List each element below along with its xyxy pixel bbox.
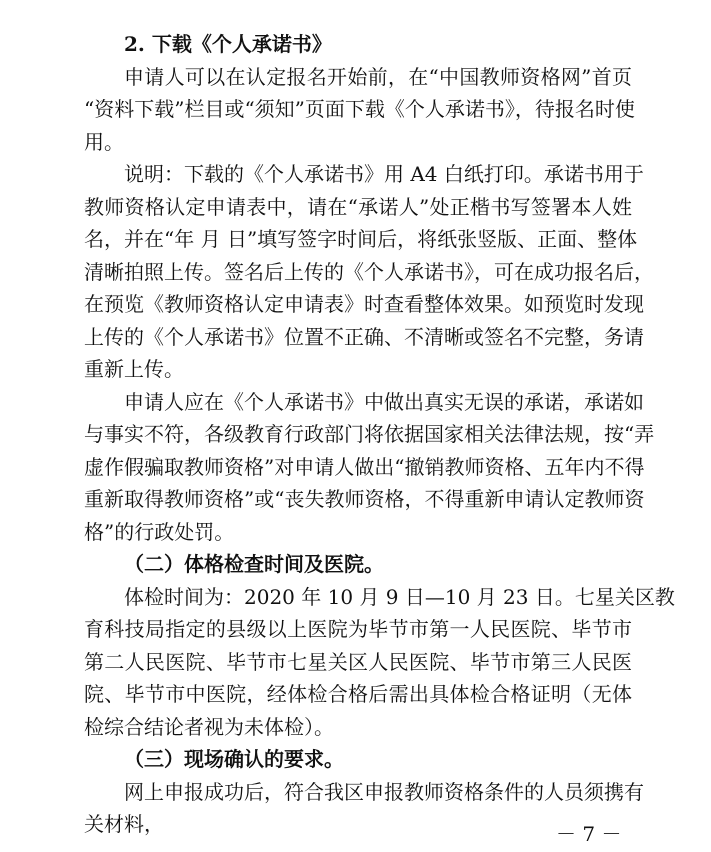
text-line: 清晰拍照上传。签名后上传的《个人承诺书》，可在成功报名后， [84,259,654,284]
section-heading-onsite-confirmation: （三）现场确认的要求。 [124,747,344,771]
paragraph-onsite-confirmation [84,776,644,841]
text-line: 名，并在“年 月 日”填写签字时间后，将纸张竖版、正面、整体 [84,227,638,251]
paragraph-download-note [84,158,654,386]
text-line: 重新上传。 [84,357,184,381]
text-line: 教师资格认定申请表中，请在“承诺人”处正楷书写签署本人姓 [84,194,632,219]
paragraph-download-intro [84,61,635,159]
text-line: 检综合结论者视为未体检）。 [84,714,334,739]
text-line: 第二人民医院、毕节市七星关区人民医院、毕节市第三人民医 [84,649,632,674]
text-line: 用。 [84,129,124,154]
text-line: 重新取得教师资格”或“丧失教师资格，不得重新申请认定教师资 [84,487,645,511]
document-body [84,28,675,841]
text-line: 申请人可以在认定报名开始前，在“中国教师资格网”首页 [124,64,632,89]
paragraph-commitment [84,386,655,549]
text-line: 虚作假骗取教师资格”对申请人做出“撤销教师资格、五年内不得 [84,454,645,479]
section-heading-physical-exam: （二）体格检查时间及医院。 [124,552,384,576]
text-line: “资料下载”栏目或“须知”页面下载《个人承诺书》，待报名时使 [84,97,635,121]
page-number: － 7 － [556,822,622,846]
text-line: 网上申报成功后，符合我区申报教师资格条件的人员须携有 [124,779,644,804]
text-line: 关材料， [84,812,164,836]
text-line: 上传的《个人承诺书》位置不正确、不清晰或签名不完整，务请 [84,324,644,349]
text-line: 申请人应在《个人承诺书》中做出真实无误的承诺，承诺如 [124,389,644,414]
paragraph-physical-exam [84,581,675,744]
text-line: 格”的行政处罚。 [84,519,235,544]
text-line: 育科技局指定的县级以上医院为毕节市第一人民医院、毕节市 [84,617,632,641]
text-line: 体检时间为：2020 年 10 月 9 日—10 月 23 日。七星关区教 [124,584,675,609]
text-line: 与事实不符，各级教育行政部门将依据国家相关法律法规，按“弄 [84,422,655,446]
text-line: 说明：下载的《个人承诺书》用 A4 白纸打印。承诺书用于 [124,162,644,186]
section-heading-download: 2. 下载《个人承诺书》 [124,32,332,56]
text-line: 院、毕节市中医院，经体检合格后需出具体检合格证明（无体 [84,682,632,706]
text-line: 在预览《教师资格认定申请表》时查看整体效果。如预览时发现 [84,292,644,316]
